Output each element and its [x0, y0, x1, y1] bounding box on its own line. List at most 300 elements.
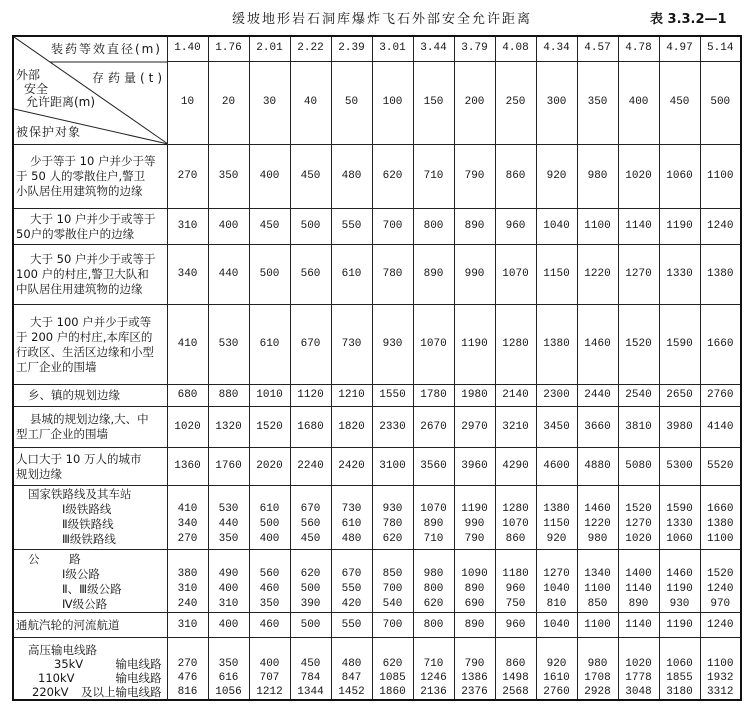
distance-cell: 270 [167, 145, 208, 209]
distance-cell [618, 638, 659, 701]
distance-cell [700, 486, 741, 550]
line-type-label: 输电线路 [115, 671, 162, 685]
distance-cell: 500 [249, 245, 290, 305]
distance-value: 980 [587, 533, 608, 545]
distance-cell: 2420 [331, 448, 372, 486]
distance-cell [659, 638, 700, 701]
distance-cell: 1360 [167, 448, 208, 486]
table-row [13, 209, 741, 245]
storage-cell: 200 [454, 61, 495, 144]
distance-value: 3180 [666, 686, 693, 698]
table-title: 缓坡地形岩石洞库爆炸飞石外部安全允许距离 [231, 12, 532, 27]
distance-cell: 1680 [290, 407, 331, 448]
distance-value: 1060 [666, 658, 693, 670]
protected-object-cell [13, 638, 167, 701]
distance-value: 1520 [625, 503, 652, 515]
distance-value: 1932 [707, 672, 734, 684]
distance-value: 540 [382, 598, 403, 610]
distance-cell: 3980 [659, 407, 700, 448]
line-spacer [250, 487, 290, 502]
distance-cell [208, 550, 249, 613]
header-corner-cell [13, 36, 167, 145]
distance-cell: 3960 [454, 448, 495, 486]
distance-cell: 460 [249, 613, 290, 638]
distance-value: 620 [300, 568, 321, 580]
distance-cell: 1760 [208, 448, 249, 486]
distance-value: 460 [259, 583, 280, 595]
label-line: 工厂企业的围墙 [16, 359, 97, 374]
distance-cell: 1780 [413, 385, 454, 407]
distance-value: 1270 [625, 518, 652, 530]
line-spacer [250, 643, 290, 657]
storage-cell: 500 [700, 61, 741, 144]
label-line: 通航汽轮的河流航道 [16, 617, 120, 632]
line-spacer [168, 552, 208, 567]
distance-cell: 960 [495, 209, 536, 245]
diameter-cell: 3.44 [413, 36, 454, 61]
distance-cell: 410 [167, 305, 208, 385]
distance-cell [454, 486, 495, 550]
table-body [13, 145, 741, 701]
distance-value: 1400 [625, 568, 652, 580]
storage-cell: 10 [167, 61, 208, 144]
line-spacer [291, 487, 331, 502]
sub-item-label: Ⅳ级公路 [62, 597, 108, 611]
distance-value: 1280 [502, 503, 529, 515]
line-spacer [455, 487, 495, 502]
distance-cell: 500 [290, 209, 331, 245]
distance-value: 980 [423, 568, 444, 580]
distance-cell [167, 550, 208, 613]
table-row [13, 385, 741, 407]
distance-value: 1380 [707, 518, 734, 530]
distance-cell: 1100 [577, 613, 618, 638]
distance-cell [290, 638, 331, 701]
line-spacer [332, 643, 372, 657]
distance-value: 270 [177, 533, 198, 545]
line-spacer [578, 487, 618, 502]
distance-value: 340 [177, 518, 198, 530]
line-spacer [660, 487, 700, 502]
line-spacer [373, 643, 413, 657]
distance-value: 1860 [379, 686, 406, 698]
distance-value: 1660 [707, 503, 734, 515]
protected-object-cell [13, 613, 167, 638]
distance-value: 616 [218, 672, 239, 684]
line-spacer [373, 487, 413, 502]
distance-value: 1460 [666, 568, 693, 580]
label-line: 50户的零散住户的边缘 [16, 226, 135, 241]
distance-cell [577, 486, 618, 550]
line-spacer [660, 643, 700, 657]
diameter-cell: 2.39 [331, 36, 372, 61]
distance-value: 1085 [379, 672, 406, 684]
table-row [13, 448, 741, 486]
distance-cell: 1460 [577, 305, 618, 385]
distance-cell: 1520 [618, 305, 659, 385]
distance-value: 850 [587, 598, 608, 610]
label-line: 于 200 户的村庄,本库区的 [16, 329, 153, 344]
distance-cell: 1280 [495, 305, 536, 385]
distance-cell: 1070 [495, 245, 536, 305]
distance-value: 990 [464, 518, 485, 530]
line-spacer [168, 643, 208, 657]
line-type-label: 及以上输电线路 [81, 685, 162, 699]
distance-value: 350 [259, 598, 280, 610]
distance-value: 750 [505, 598, 526, 610]
distance-value: 1330 [666, 518, 693, 530]
distance-value: 420 [341, 598, 362, 610]
distance-cell: 3660 [577, 407, 618, 448]
distance-value: 1240 [707, 583, 734, 595]
sub-item-label: Ⅱ、Ⅲ级公路 [62, 582, 122, 596]
line-spacer [168, 487, 208, 502]
distance-value: 620 [423, 598, 444, 610]
distance-cell [454, 550, 495, 613]
line-spacer [291, 643, 331, 657]
distance-cell: 730 [331, 305, 372, 385]
table-row [13, 145, 741, 209]
distance-cell: 1590 [659, 305, 700, 385]
distance-value: 1020 [625, 658, 652, 670]
distance-cell: 550 [331, 209, 372, 245]
distance-cell [167, 486, 208, 550]
label-line: 县城的规划边缘,大、中 [30, 412, 149, 426]
distance-value: 380 [177, 568, 198, 580]
sub-item-label: Ⅰ级公路 [62, 567, 100, 581]
distance-cell: 1040 [536, 209, 577, 245]
distance-value: 1452 [338, 686, 365, 698]
protected-object-cell [13, 209, 167, 245]
storage-cell: 250 [495, 61, 536, 144]
distance-value: 1100 [584, 583, 611, 595]
line-spacer [414, 552, 454, 567]
distance-cell: 610 [249, 305, 290, 385]
distance-value: 1270 [543, 568, 570, 580]
distance-cell: 930 [372, 305, 413, 385]
distance-value: 450 [300, 658, 321, 670]
distance-cell: 480 [331, 145, 372, 209]
line-spacer [619, 552, 659, 567]
distance-cell: 400 [208, 613, 249, 638]
voltage-label: 35kV [54, 657, 84, 671]
group-title: 公 路 [28, 552, 81, 566]
distance-cell: 4140 [700, 407, 741, 448]
protected-object-cell [13, 407, 167, 448]
voltage-label: 110kV [38, 671, 75, 685]
distance-cell: 400 [249, 145, 290, 209]
distance-value: 1150 [543, 518, 570, 530]
voltage-label: 220kV [32, 685, 69, 699]
distance-cell [413, 638, 454, 701]
distance-value: 400 [218, 583, 239, 595]
distance-cell: 1820 [331, 407, 372, 448]
protected-object-cell [13, 305, 167, 385]
distance-value: 960 [505, 583, 526, 595]
distance-value: 2928 [584, 686, 611, 698]
distance-cell: 530 [208, 305, 249, 385]
distance-value: 790 [464, 658, 485, 670]
distance-cell: 1100 [700, 145, 741, 209]
label-line: 型工厂企业的围墙 [16, 427, 108, 441]
distance-value: 480 [341, 658, 362, 670]
distance-cell: 1270 [618, 245, 659, 305]
table-row [13, 638, 741, 701]
distance-value: 400 [259, 533, 280, 545]
distance-cell: 980 [577, 145, 618, 209]
diameter-cell: 4.57 [577, 36, 618, 61]
distance-value: 1344 [297, 686, 324, 698]
line-spacer [250, 552, 290, 567]
diameter-cell: 1.40 [167, 36, 208, 61]
distance-value: 980 [587, 658, 608, 670]
distance-cell: 1150 [536, 245, 577, 305]
distance-cell: 1220 [577, 245, 618, 305]
distance-cell: 450 [290, 145, 331, 209]
distance-cell: 800 [413, 613, 454, 638]
distance-cell: 450 [249, 209, 290, 245]
distance-value: 670 [300, 503, 321, 515]
distance-cell: 700 [372, 613, 413, 638]
distance-value: 350 [218, 533, 239, 545]
line-spacer [496, 552, 536, 567]
distance-value: 620 [382, 658, 403, 670]
group-title: 国家铁路线及其车站 [28, 487, 132, 501]
distance-value: 270 [177, 658, 198, 670]
distance-cell: 2650 [659, 385, 700, 407]
distance-cell: 1040 [536, 613, 577, 638]
storage-label: 存药量(t) [92, 71, 167, 85]
distance-cell: 1210 [331, 385, 372, 407]
diameter-cell: 3.01 [372, 36, 413, 61]
sub-item-label: Ⅰ级铁路线 [62, 502, 112, 516]
distance-cell: 3100 [372, 448, 413, 486]
distance-value: 410 [177, 503, 198, 515]
distance-cell: 2020 [249, 448, 290, 486]
storage-cell: 40 [290, 61, 331, 144]
distance-cell: 500 [290, 613, 331, 638]
storage-cell: 400 [618, 61, 659, 144]
sub-item-label [16, 657, 165, 671]
distance-value: 890 [423, 518, 444, 530]
diameter-label: 装药等效直径(m) [50, 42, 162, 56]
storage-cell: 150 [413, 61, 454, 144]
distance-value: 850 [382, 568, 403, 580]
protected-object-cell [13, 448, 167, 486]
distance-cell [454, 638, 495, 701]
distance-cell: 1140 [618, 209, 659, 245]
protected-object-cell [13, 385, 167, 407]
distance-value: 390 [300, 598, 321, 610]
line-spacer [660, 552, 700, 567]
distance-cell: 2670 [413, 407, 454, 448]
distance-value: 240 [177, 598, 198, 610]
distance-value: 1040 [543, 583, 570, 595]
distance-cell: 550 [331, 613, 372, 638]
distance-value: 890 [464, 583, 485, 595]
distance-cell [618, 550, 659, 613]
distance-value: 1220 [584, 518, 611, 530]
distance-cell: 990 [454, 245, 495, 305]
storage-cell: 450 [659, 61, 700, 144]
storage-cell: 20 [208, 61, 249, 144]
distance-value: 1100 [707, 658, 734, 670]
distance-cell: 350 [208, 145, 249, 209]
distance-value: 2376 [461, 686, 488, 698]
label-line: 大于 50 户并少于或等于 [30, 252, 156, 266]
protected-object-cell [13, 145, 167, 209]
label-line: 100 户的村庄,警卫大队和 [16, 267, 149, 281]
distance-label-line: 安全 [24, 82, 49, 96]
distance-cell: 710 [413, 145, 454, 209]
line-spacer [373, 552, 413, 567]
distance-cell: 920 [536, 145, 577, 209]
distance-cell [659, 550, 700, 613]
label-line: 乡、镇的规划边缘 [28, 388, 120, 402]
distance-value: 930 [382, 503, 403, 515]
label-line: 中队居住用建筑物的边缘 [16, 282, 143, 296]
distance-value: 500 [259, 518, 280, 530]
storage-cell: 300 [536, 61, 577, 144]
distance-cell: 2760 [700, 385, 741, 407]
distance-value: 550 [341, 583, 362, 595]
distance-cell: 610 [331, 245, 372, 305]
distance-value: 816 [177, 686, 198, 698]
distance-cell: 1330 [659, 245, 700, 305]
distance-label-line: 允许距离(m) [26, 95, 96, 109]
distance-value: 1778 [625, 672, 652, 684]
distance-value: 610 [341, 518, 362, 530]
distance-cell [208, 486, 249, 550]
distance-cell: 1120 [290, 385, 331, 407]
distance-value: 3312 [707, 686, 734, 698]
distance-value: 1380 [543, 503, 570, 515]
diameter-cell: 4.97 [659, 36, 700, 61]
distance-cell [331, 486, 372, 550]
distance-cell: 1240 [700, 613, 741, 638]
distance-value: 1060 [666, 533, 693, 545]
distance-value: 860 [505, 533, 526, 545]
distance-value: 920 [546, 533, 567, 545]
distance-value: 3048 [625, 686, 652, 698]
distance-cell: 890 [413, 245, 454, 305]
distance-cell: 2140 [495, 385, 536, 407]
distance-cell: 800 [413, 209, 454, 245]
distance-cell: 440 [208, 245, 249, 305]
distance-value: 1212 [256, 686, 283, 698]
distance-value: 1340 [584, 568, 611, 580]
distance-cell: 2540 [618, 385, 659, 407]
distance-value: 1460 [584, 503, 611, 515]
distance-cell: 560 [290, 245, 331, 305]
line-spacer [701, 552, 741, 567]
distance-cell [208, 638, 249, 701]
distance-value: 2760 [543, 686, 570, 698]
distance-cell [536, 550, 577, 613]
distance-cell [290, 550, 331, 613]
distance-cell: 680 [167, 385, 208, 407]
distance-cell [372, 486, 413, 550]
label-line: 于 50 人的零散住户,警卫 [16, 169, 146, 183]
label-line: 大于 100 户并少于或等 [30, 314, 152, 329]
distance-cell: 3560 [413, 448, 454, 486]
distance-value: 2568 [502, 686, 529, 698]
distance-cell: 400 [208, 209, 249, 245]
distance-value: 1246 [420, 672, 447, 684]
label-line: 大于 10 户并少于或等于 [30, 211, 156, 226]
distance-cell: 890 [454, 613, 495, 638]
distance-value: 1498 [502, 672, 529, 684]
distance-cell [413, 550, 454, 613]
line-spacer [537, 552, 577, 567]
distance-cell: 1020 [167, 407, 208, 448]
distance-cell [495, 638, 536, 701]
distance-value: 480 [341, 533, 362, 545]
distance-value: 700 [382, 583, 403, 595]
header-row-diameter [13, 36, 741, 61]
distance-value: 1590 [666, 503, 693, 515]
table-row [13, 486, 741, 550]
distance-cell: 1380 [700, 245, 741, 305]
line-spacer [537, 643, 577, 657]
distance-value: 490 [218, 568, 239, 580]
distance-cell: 2300 [536, 385, 577, 407]
distance-value: 450 [300, 533, 321, 545]
distance-value: 780 [382, 518, 403, 530]
line-type-label: 输电线路 [115, 657, 162, 671]
distance-cell: 620 [372, 145, 413, 209]
distance-value: 970 [710, 598, 731, 610]
line-spacer [209, 487, 249, 502]
distance-cell: 880 [208, 385, 249, 407]
distance-value: 1190 [666, 583, 693, 595]
distance-cell [495, 550, 536, 613]
distance-cell [659, 486, 700, 550]
distance-value: 784 [300, 672, 321, 684]
distance-cell: 310 [167, 613, 208, 638]
distance-cell: 1240 [700, 209, 741, 245]
distance-value: 710 [423, 658, 444, 670]
distance-value: 847 [341, 672, 362, 684]
distance-value: 800 [423, 583, 444, 595]
line-spacer [209, 552, 249, 567]
table-row [13, 305, 741, 385]
distance-value: 930 [669, 598, 690, 610]
distance-cell [700, 638, 741, 701]
distance-cell: 1980 [454, 385, 495, 407]
distance-value: 350 [218, 658, 239, 670]
protected-object-cell [13, 550, 167, 613]
distance-cell: 310 [167, 209, 208, 245]
distance-cell: 1010 [249, 385, 290, 407]
distance-cell: 1070 [413, 305, 454, 385]
diameter-cell: 5.14 [700, 36, 741, 61]
distance-value: 1190 [461, 503, 488, 515]
distance-value: 670 [341, 568, 362, 580]
distance-value: 1070 [420, 503, 447, 515]
distance-cell [577, 638, 618, 701]
distance-cell [536, 638, 577, 701]
distance-value: 707 [259, 672, 280, 684]
distance-cell: 5080 [618, 448, 659, 486]
label-line: 人口大于 10 万人的城市 [16, 451, 142, 466]
label-line: 规划边缘 [16, 466, 62, 481]
sub-item-label [16, 685, 165, 699]
distance-value: 1020 [625, 533, 652, 545]
line-spacer [701, 643, 741, 657]
line-spacer [537, 487, 577, 502]
distance-value: 440 [218, 518, 239, 530]
